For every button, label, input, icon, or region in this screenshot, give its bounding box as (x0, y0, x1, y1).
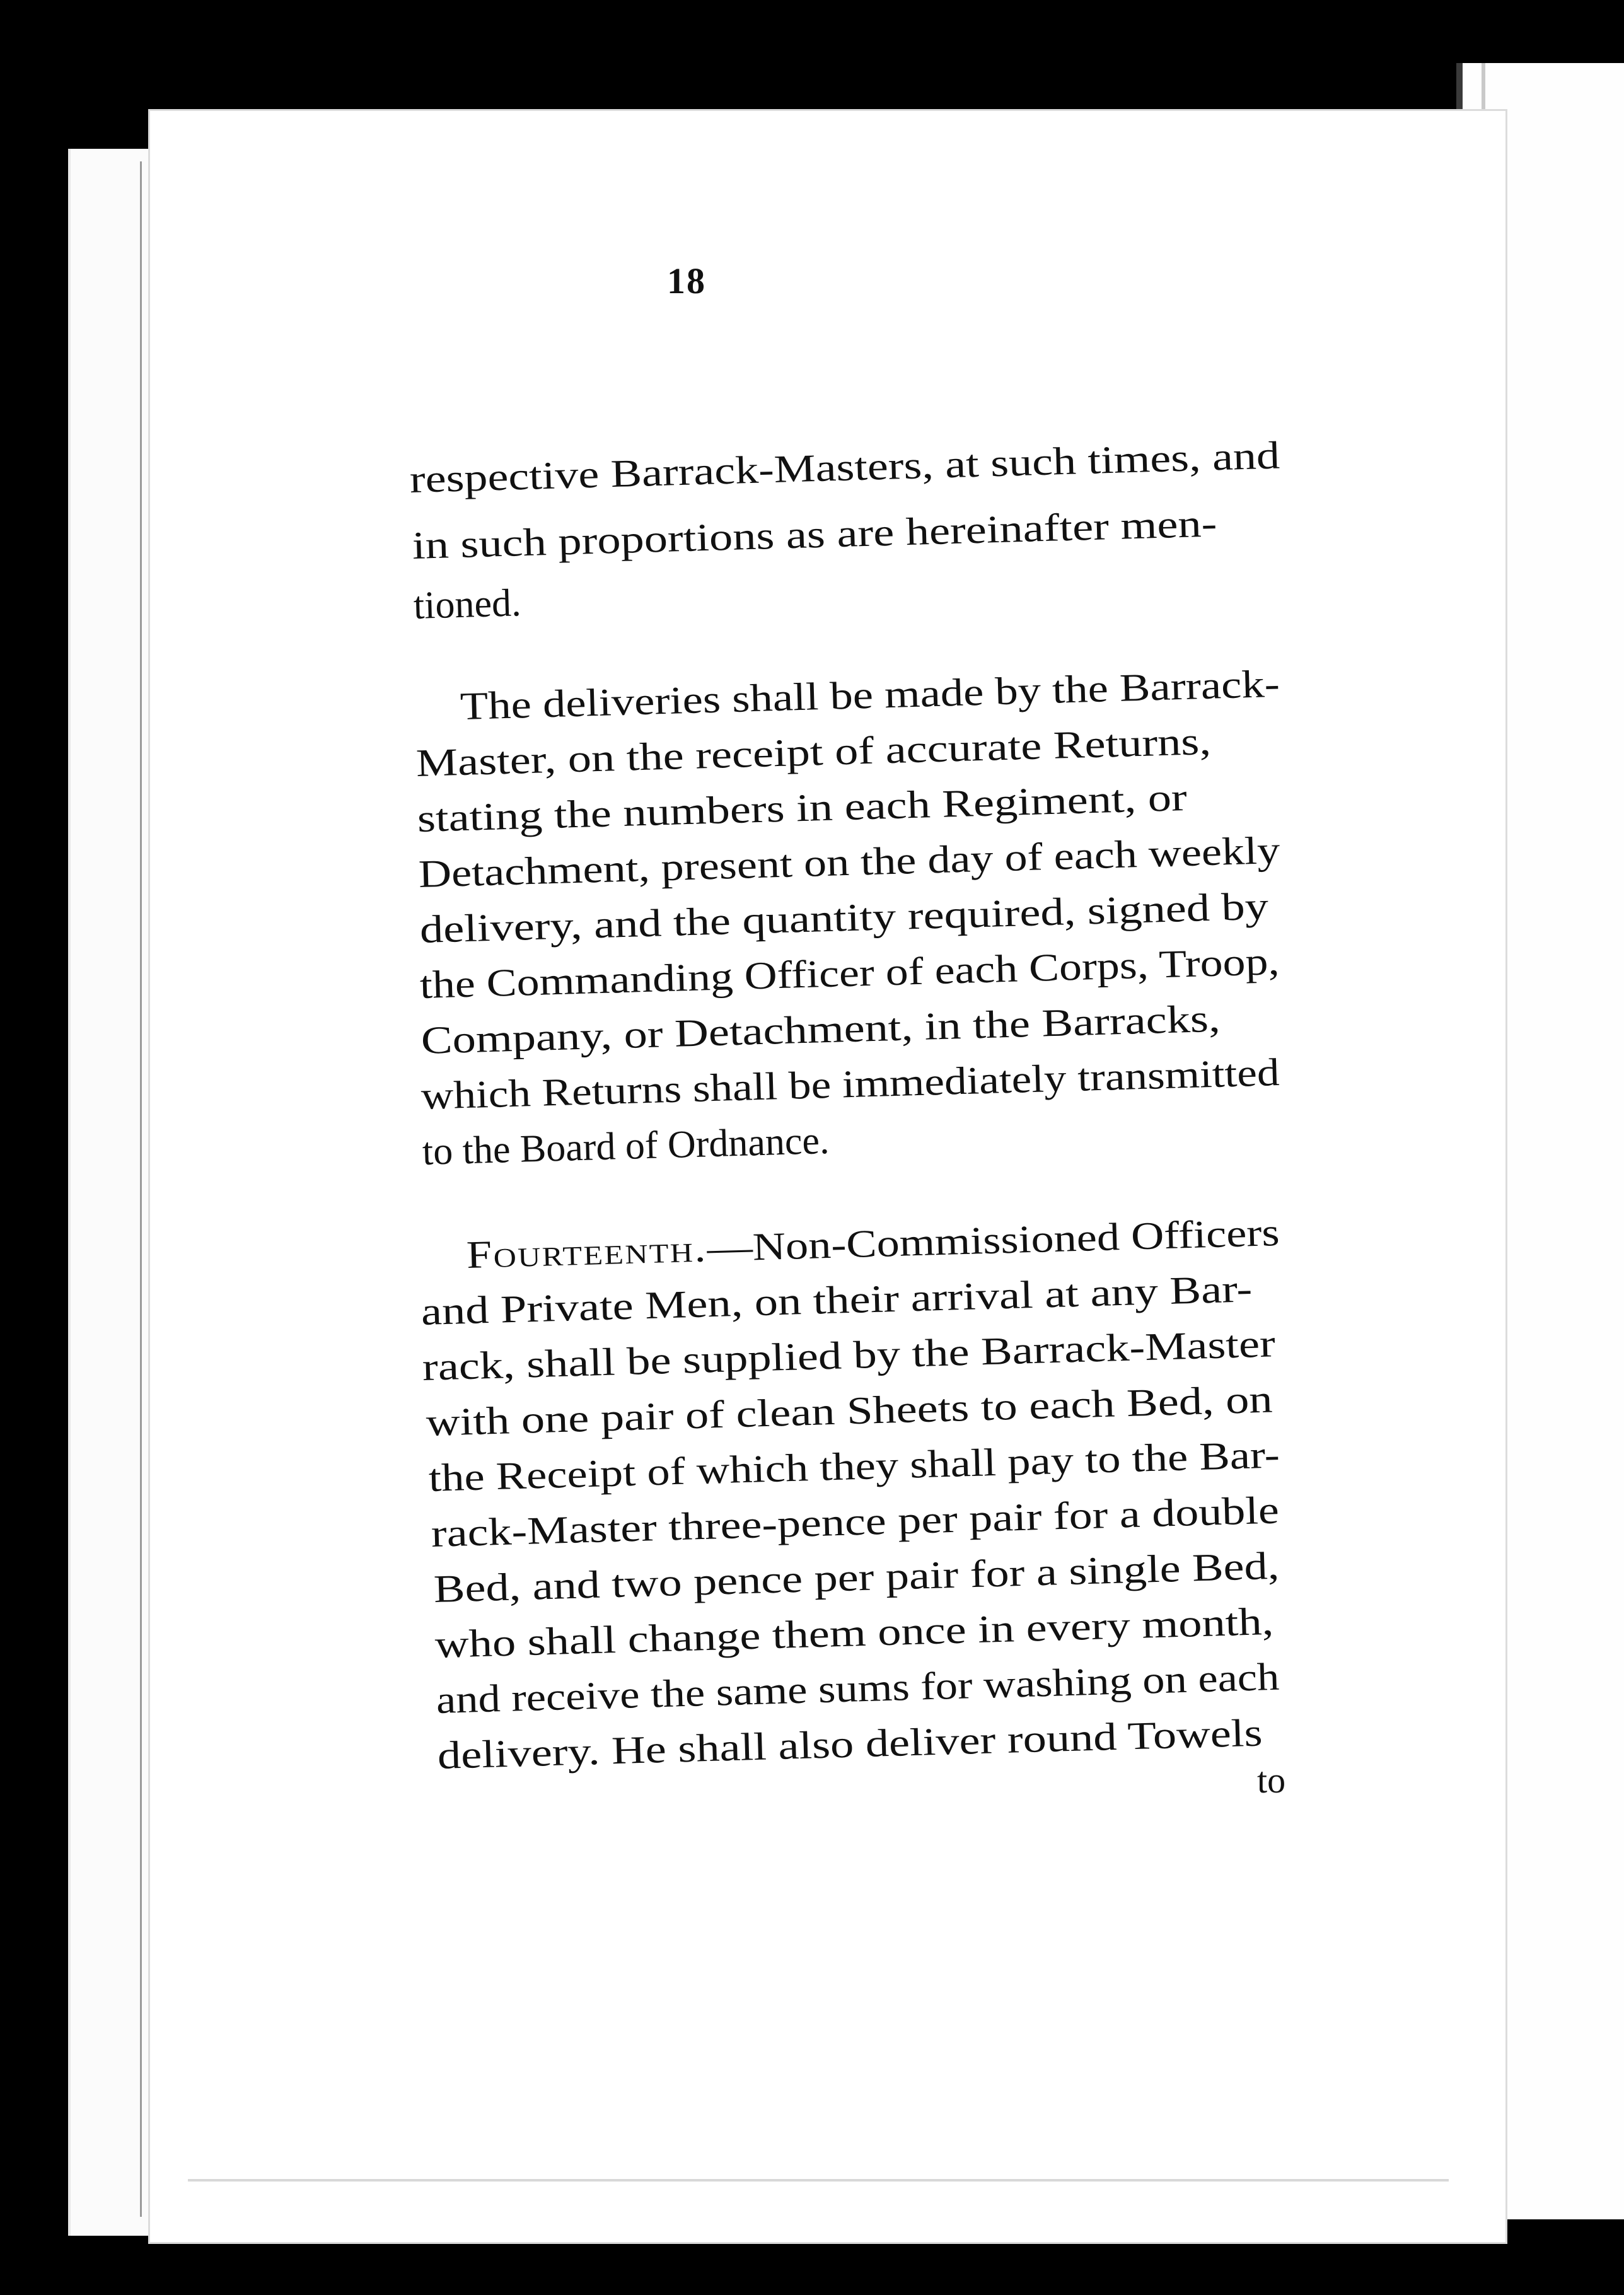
text-line: Bed, and two pence per pair for a single Bed, (433, 1544, 1280, 1611)
text-line: delivery. He shall also deliver round Towels (437, 1711, 1263, 1777)
text-line: stating the numbers in each Regiment, or (417, 776, 1188, 840)
text-line: rack-Master three-pence per pair for a double (431, 1489, 1280, 1555)
page-number: 18 (667, 260, 706, 301)
text-line: in such proportions as are hereinafter men- (412, 502, 1218, 567)
text-line: delivery, and the quantity required, signed by (419, 885, 1269, 951)
text-line: the Commanding Officer of each Corps, Troop, (419, 939, 1280, 1007)
text-line: with one pair of clean Sheets to each Bed, on (426, 1378, 1273, 1444)
text-line: and receive the same sums for washing on each (436, 1655, 1280, 1722)
text-line: to the Board of Ordnance. (422, 1118, 830, 1173)
catchword: to (1257, 1760, 1286, 1801)
section-heading: Fourteenth. (466, 1227, 708, 1277)
text-line: Master, on the receipt of accurate Returns, (415, 719, 1212, 785)
text-line: rack, shall be supplied by the Barrack-Master (422, 1322, 1276, 1389)
page-bottom-edge (188, 2179, 1449, 2182)
section-first-line-text: —Non-Commissioned Officers (706, 1211, 1280, 1270)
text-line: Company, or Detachment, in the Barracks, (420, 997, 1221, 1062)
text-line: who shall change them once in every month, (434, 1600, 1274, 1666)
text-line: which Returns shall be immediately transmitted (420, 1050, 1280, 1118)
text-line: tioned. (413, 581, 522, 627)
text-line: Detachment, present on the day of each weekly (418, 828, 1281, 896)
text-line: The deliveries shall be made by the Barrack- (460, 662, 1280, 728)
book-page (150, 111, 1505, 2242)
left-page-rule (140, 161, 142, 2217)
text-line: respective Barrack-Masters, at such times, and (409, 434, 1280, 501)
text-line: and Private Men, on their arrival at any Bar- (420, 1267, 1253, 1333)
text-line: the Receipt of which they shall pay to the Bar- (428, 1433, 1280, 1500)
